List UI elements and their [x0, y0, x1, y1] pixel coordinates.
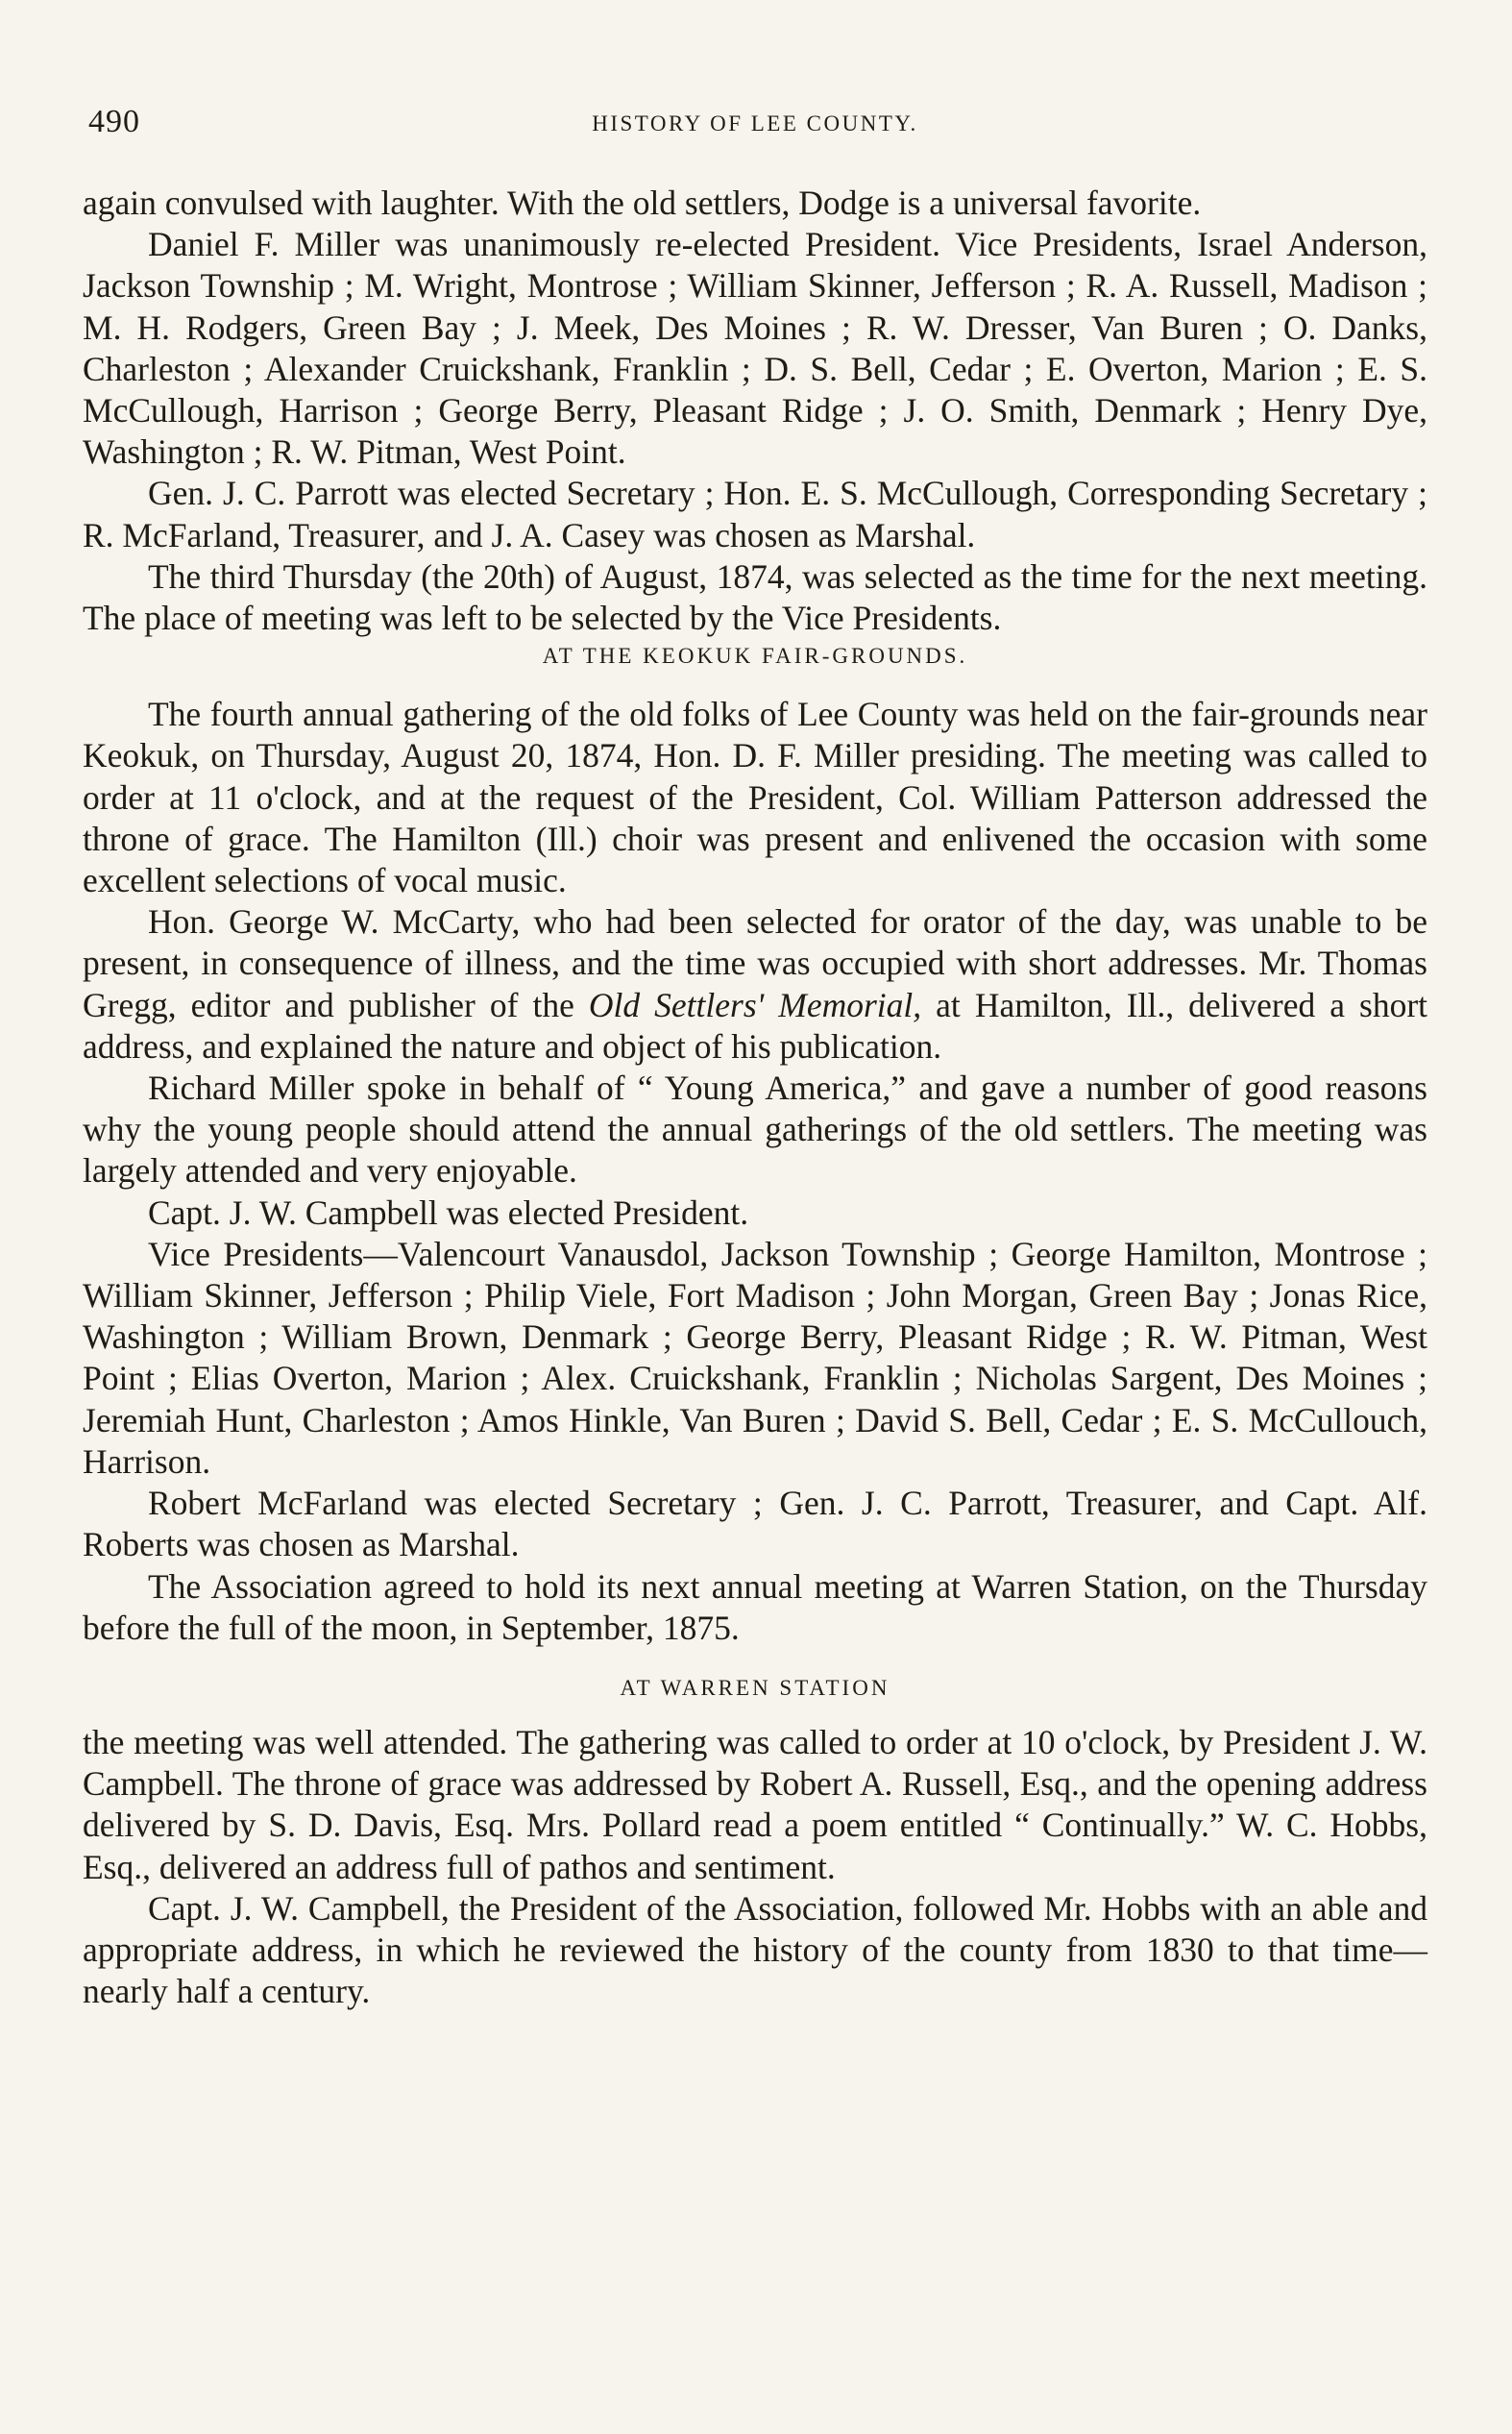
book-page [83, 96, 1427, 2012]
publication-title: Old Settlers' Memorial, [588, 985, 922, 1024]
paragraph-vice-presidents-1874: Vice Presidents—Valencourt Vanausdol, Jackson Township ; George Hamilton, Montrose ; William Skinner, Jefferson ; Philip Viele, Fort Madison ; John Morgan, Green Bay ; Jonas Rice, Washington ; William Brown, Denmark ; George Berry, Pleasant Ridge ; R. W. Pitman, West Point ; Elias Overton, Marion ; Alex. Cruickshank, Franklin ; Nicholas Sargent, Des Moines ; Jeremiah Hunt, Charleston ; Amos Hinkle, Van Buren ; David S. Bell, Cedar ; E. S. McCullouch, Harrison. [83, 1234, 1427, 1481]
section-heading-warren: AT WARREN STATION [620, 1675, 890, 1700]
paragraph-continuation: again convulsed with laughter. With the old settlers, Dodge is a universal favorite. [83, 184, 1202, 222]
running-head: HISTORY OF LEE COUNTY. [592, 111, 918, 135]
paragraph-mccarty-text-b: at Hamilton, Ill., delivered a short address, and explained the nature and object of his publication. [83, 985, 1428, 1066]
paragraph-mccarty-text-a: Hon. George W. McCarty, who had been selected for orator of the day, was unable to be present, in consequence of illness, and the time was occupied with short addresses. Mr. Thomas Gregg, editor and publisher of the [83, 902, 1427, 1024]
paragraph-president-1874: Capt. J. W. Campbell was elected President. [148, 1192, 749, 1232]
paragraph-campbell-address: Capt. J. W. Campbell, the President of the Association, followed Mr. Hobbs with an able and appropriate address, in which he reviewed the history of the county from 1830 to that time—nearly half a century. [83, 1888, 1427, 2011]
paragraph-richard-miller: Richard Miller spoke in behalf of “ Young America,” and gave a number of good reasons why the young people should attend the annual gatherings of the old settlers. The meeting was largely attended and very enjoyable. [83, 1069, 1427, 1191]
page-header [83, 96, 1427, 154]
paragraph-next-meeting-1875: The Association agreed to hold its next annual meeting at Warren Station, on the Thursday before the full of the moon, in September, 1875. [83, 1566, 1427, 1647]
section-heading-keokuk: AT THE KEOKUK FAIR-GROUNDS. [542, 644, 968, 669]
paragraph-secretary-1873: Gen. J. C. Parrott was elected Secretary ; Hon. E. S. McCullough, Corresponding Secretary ; R. McFarland, Treasurer, and J. A. Casey was chosen as Marshal. [83, 474, 1427, 554]
page-number: 490 [88, 104, 140, 139]
paragraph-officers-1873: Daniel F. Miller was unanimously re-elected President. Vice Presidents, Israel Anderson, Jackson Township ; M. Wright, Montrose ; William Skinner, Jefferson ; R. A. Russell, Madison ; M. H. Rodgers, Green Bay ; J. Meek, Des Moines ; R. W. Dresser, Van Buren ; O. Danks, Charleston ; Alexander Cruickshank, Franklin ; D. S. Bell, Cedar ; E. Overton, Marion ; E. S. McCullough, Harrison ; George Berry, Pleasant Ridge ; J. O. Smith, Denmark ; Henry Dye, Washington ; R. W. Pitman, West Point. [83, 225, 1427, 472]
paragraph-fourth-gathering: The fourth annual gathering of the old folks of Lee County was held on the fair-grounds near Keokuk, on Thursday, August 20, 1874, Hon. D. F. Miller presiding. The meeting was called to order at 11 o'clock, and at the request of the President, Col. William Patterson addressed the throne of grace. The Hamilton (Ill.) choir was present and enlivened the occasion with some excellent selections of vocal music. [83, 695, 1427, 900]
paragraph-secretary-1874: Robert McFarland was elected Secretary ; Gen. J. C. Parrott, Treasurer, and Capt. Alf. Roberts was chosen as Marshal. [83, 1484, 1427, 1564]
paragraph-mccarty [83, 901, 1427, 1068]
page-body [83, 183, 1427, 2012]
paragraph-warren-meeting: the meeting was well attended. The gathering was called to order at 10 o'clock, by President J. W. Campbell. The throne of grace was addressed by Robert A. Russell, Esq., and the opening address delivered by S. D. Davis, Esq. Mrs. Pollard read a poem entitled “ Continually.” W. C. Hobbs, Esq., delivered an address full of pathos and sentiment. [83, 1722, 1427, 1886]
paragraph-next-meeting-1874: The third Thursday (the 20th) of August, 1874, was selected as the time for the next meeting. The place of meeting was left to be selected by the Vice Presidents. [83, 556, 1427, 638]
